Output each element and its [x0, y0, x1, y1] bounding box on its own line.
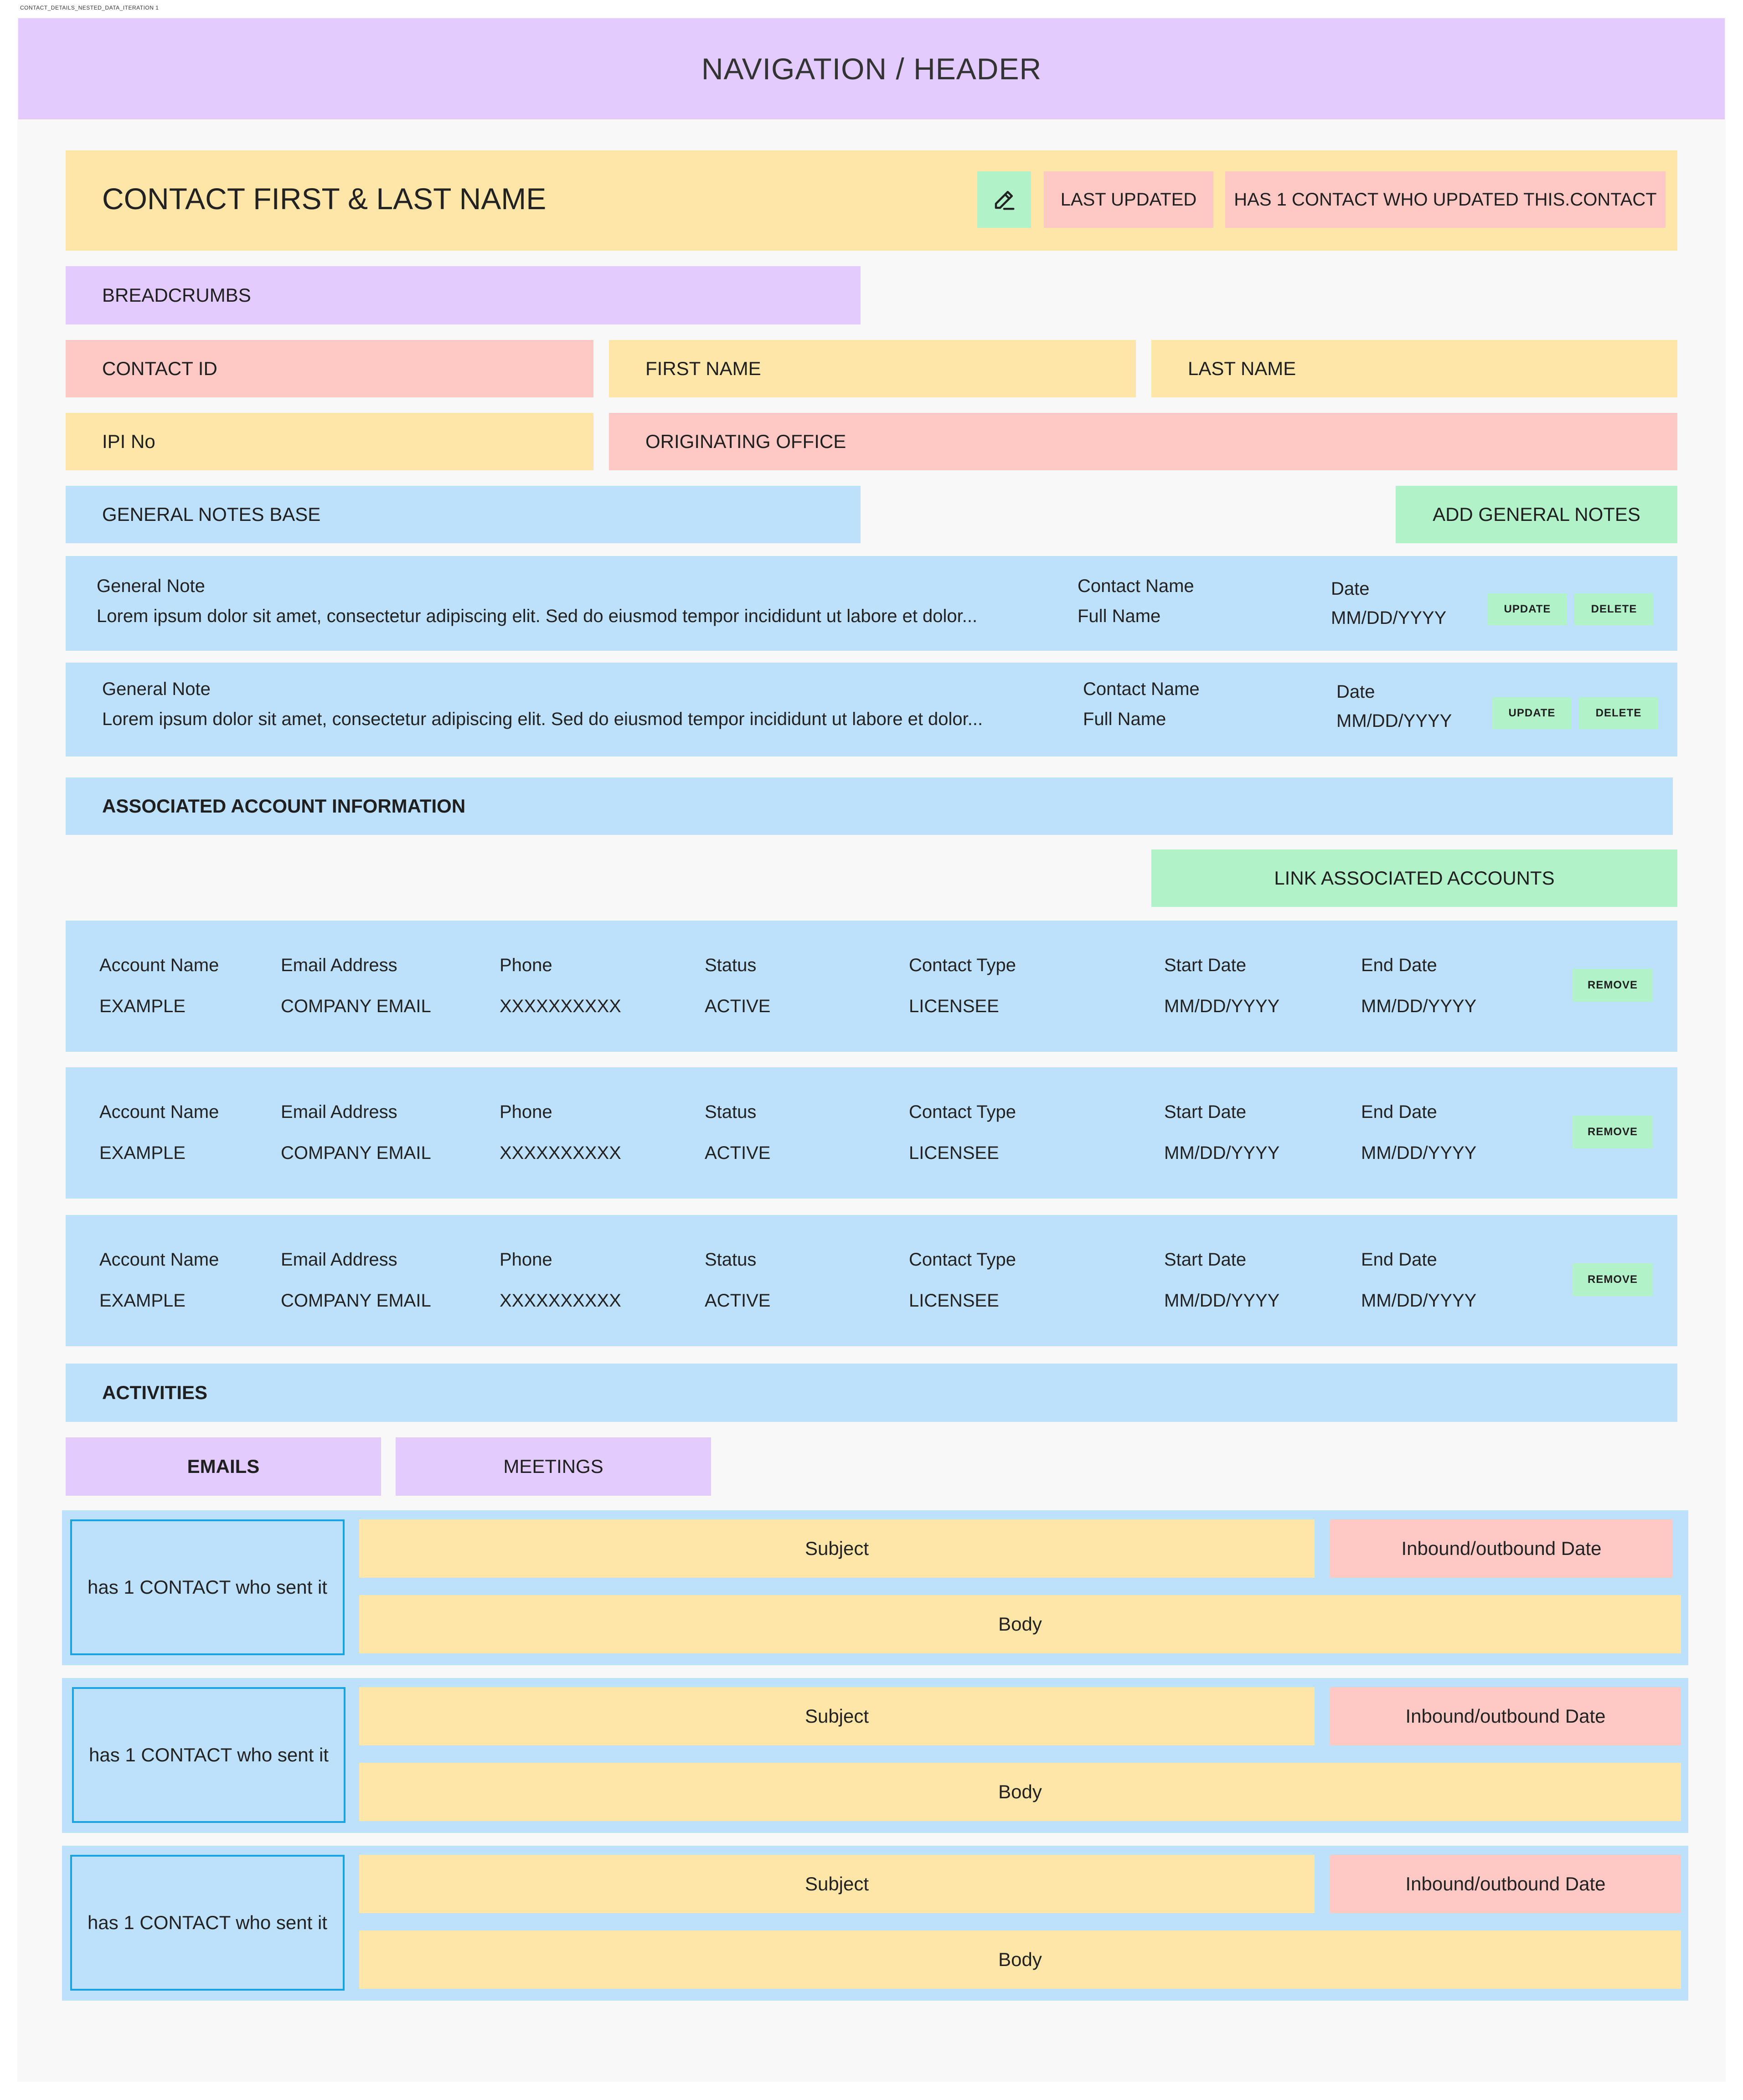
remove-account-label: REMOVE — [1587, 1126, 1638, 1138]
email-item — [62, 1846, 1688, 2001]
col-end-date: End Date — [1361, 1250, 1437, 1270]
general-notes-header — [66, 486, 861, 543]
note-contact-value: Full Name — [1078, 606, 1161, 626]
col-account-name: Account Name — [99, 1102, 219, 1122]
remove-account-button[interactable] — [1573, 1263, 1653, 1296]
email-address-value: COMPANY EMAIL — [281, 996, 431, 1016]
edit-button[interactable] — [977, 171, 1031, 228]
remove-account-label: REMOVE — [1587, 979, 1638, 991]
first-name-label: FIRST NAME — [645, 358, 761, 379]
contact-id-field — [66, 340, 593, 397]
phone-value: XXXXXXXXXX — [500, 1291, 621, 1311]
col-contact-type: Contact Type — [909, 1102, 1016, 1122]
start-date-value: MM/DD/YYYY — [1164, 996, 1280, 1016]
contact-type-value: LICENSEE — [909, 996, 999, 1016]
col-email-address: Email Address — [281, 1250, 397, 1270]
remove-account-label: REMOVE — [1587, 1273, 1638, 1286]
email-date — [1330, 1855, 1681, 1913]
email-body — [359, 1595, 1681, 1653]
col-end-date: End Date — [1361, 1102, 1437, 1122]
delete-note-label: DELETE — [1591, 603, 1637, 615]
delete-note-label: DELETE — [1595, 707, 1642, 719]
updated-by-label: HAS 1 CONTACT WHO UPDATED THIS.CONTACT — [1234, 189, 1657, 210]
note-contact-label: Contact Name — [1083, 679, 1200, 699]
activities-header — [66, 1364, 1677, 1422]
email-sender-label: has 1 CONTACT who sent it — [89, 1744, 329, 1765]
email-subject-label: Subject — [804, 1705, 869, 1727]
email-body — [359, 1763, 1681, 1821]
add-general-notes-label: ADD GENERAL NOTES — [1433, 504, 1640, 525]
update-note-label: UPDATE — [1504, 603, 1551, 615]
phone-value: XXXXXXXXXX — [500, 996, 621, 1016]
col-start-date: Start Date — [1164, 1102, 1247, 1122]
remove-account-button[interactable] — [1573, 1116, 1653, 1148]
email-address-value: COMPANY EMAIL — [281, 1143, 431, 1163]
start-date-value: MM/DD/YYYY — [1164, 1291, 1280, 1311]
link-associated-accounts-button[interactable] — [1151, 849, 1677, 907]
last-name-label: LAST NAME — [1188, 358, 1296, 379]
email-date — [1330, 1519, 1673, 1578]
tab-meetings-label: MEETINGS — [503, 1456, 603, 1477]
delete-note-button[interactable] — [1574, 593, 1654, 625]
tab-emails[interactable] — [66, 1437, 381, 1496]
status-value: ACTIVE — [705, 996, 771, 1016]
link-associated-accounts-label: LINK ASSOCIATED ACCOUNTS — [1274, 867, 1555, 889]
col-phone: Phone — [500, 1102, 552, 1122]
email-sender[interactable] — [70, 1519, 345, 1655]
contact-id-label: CONTACT ID — [102, 358, 217, 379]
breadcrumb[interactable] — [66, 266, 861, 324]
col-phone: Phone — [500, 1250, 552, 1270]
email-subject — [359, 1519, 1315, 1578]
start-date-value: MM/DD/YYYY — [1164, 1143, 1280, 1163]
col-email-address: Email Address — [281, 955, 397, 975]
email-body-label: Body — [998, 1613, 1042, 1635]
remove-account-button[interactable] — [1573, 969, 1653, 1002]
update-note-button[interactable] — [1488, 593, 1567, 625]
first-name-field — [609, 340, 1136, 397]
note-contact-value: Full Name — [1083, 709, 1166, 729]
note-text: Lorem ipsum dolor sit amet, consectetur adipiscing elit. Sed do eiusmod tempor incididunt ut labore et dolor... — [102, 709, 983, 729]
col-status: Status — [705, 1102, 757, 1122]
navigation-title: NAVIGATION / HEADER — [701, 52, 1042, 86]
col-start-date: Start Date — [1164, 1250, 1247, 1270]
updated-by-badge[interactable] — [1225, 171, 1666, 228]
update-note-button[interactable] — [1492, 697, 1572, 729]
add-general-notes-button[interactable] — [1396, 486, 1677, 543]
email-subject-label: Subject — [804, 1873, 869, 1894]
email-sender[interactable] — [70, 1855, 345, 1991]
email-date-label: Inbound/outbound Date — [1401, 1538, 1602, 1559]
last-name-field — [1151, 340, 1677, 397]
ipi-no-field — [66, 413, 593, 470]
contact-name-title: CONTACT FIRST & LAST NAME — [102, 182, 547, 216]
note-date-value: MM/DD/YYYY — [1336, 711, 1452, 731]
email-subject-label: Subject — [804, 1538, 869, 1559]
col-phone: Phone — [500, 955, 552, 975]
col-account-name: Account Name — [99, 955, 219, 975]
contact-header — [66, 150, 1677, 251]
account-row — [66, 921, 1677, 1052]
end-date-value: MM/DD/YYYY — [1361, 1291, 1477, 1311]
originating-office-label: ORIGINATING OFFICE — [645, 431, 846, 452]
end-date-value: MM/DD/YYYY — [1361, 1143, 1477, 1163]
email-address-value: COMPANY EMAIL — [281, 1291, 431, 1311]
col-email-address: Email Address — [281, 1102, 397, 1122]
email-body-label: Body — [998, 1781, 1042, 1802]
general-note-item — [66, 556, 1677, 651]
contact-type-value: LICENSEE — [909, 1291, 999, 1311]
account-name-value: EXAMPLE — [99, 1291, 186, 1311]
account-name-value: EXAMPLE — [99, 1143, 186, 1163]
last-updated-badge — [1044, 171, 1213, 228]
email-subject — [359, 1855, 1315, 1913]
email-sender[interactable] — [72, 1687, 346, 1823]
email-body — [359, 1930, 1681, 1989]
col-contact-type: Contact Type — [909, 1250, 1016, 1270]
update-note-label: UPDATE — [1508, 707, 1556, 719]
email-date-label: Inbound/outbound Date — [1405, 1705, 1606, 1727]
frame-label: CONTACT_DETAILS_NESTED_DATA_ITERATION 1 — [20, 5, 159, 11]
email-date-label: Inbound/outbound Date — [1405, 1873, 1606, 1894]
account-row — [66, 1215, 1677, 1346]
breadcrumb-label: BREADCRUMBS — [102, 284, 251, 306]
general-notes-title: GENERAL NOTES BASE — [102, 504, 321, 525]
originating-office-field — [609, 413, 1677, 470]
col-account-name: Account Name — [99, 1250, 219, 1270]
note-text: Lorem ipsum dolor sit amet, consectetur adipiscing elit. Sed do eiusmod tempor incididunt ut labore et dolor... — [97, 606, 978, 626]
email-sender-label: has 1 CONTACT who sent it — [88, 1912, 327, 1933]
email-sender-label: has 1 CONTACT who sent it — [88, 1576, 327, 1598]
activities-title: ACTIVITIES — [102, 1382, 208, 1403]
navigation-header[interactable] — [18, 18, 1725, 119]
pencil-icon — [992, 187, 1016, 212]
col-end-date: End Date — [1361, 955, 1437, 975]
status-value: ACTIVE — [705, 1143, 771, 1163]
note-title: General Note — [102, 679, 211, 699]
delete-note-button[interactable] — [1579, 697, 1658, 729]
email-item — [62, 1678, 1688, 1833]
email-body-label: Body — [998, 1949, 1042, 1970]
col-status: Status — [705, 1250, 757, 1270]
note-date-label: Date — [1336, 682, 1375, 702]
general-note-item — [66, 663, 1677, 757]
associated-accounts-title: ASSOCIATED ACCOUNT INFORMATION — [102, 795, 466, 817]
account-row — [66, 1067, 1677, 1199]
note-title: General Note — [97, 576, 205, 596]
contact-type-value: LICENSEE — [909, 1143, 999, 1163]
ipi-no-label: IPI No — [102, 431, 155, 452]
note-date-label: Date — [1331, 579, 1370, 599]
col-contact-type: Contact Type — [909, 955, 1016, 975]
col-status: Status — [705, 955, 757, 975]
note-contact-label: Contact Name — [1078, 576, 1194, 596]
associated-accounts-header — [66, 777, 1673, 835]
account-name-value: EXAMPLE — [99, 996, 186, 1016]
tab-emails-label: EMAILS — [187, 1456, 260, 1477]
col-start-date: Start Date — [1164, 955, 1247, 975]
last-updated-label: LAST UPDATED — [1060, 189, 1197, 210]
email-item — [62, 1510, 1688, 1665]
status-value: ACTIVE — [705, 1291, 771, 1311]
end-date-value: MM/DD/YYYY — [1361, 996, 1477, 1016]
note-date-value: MM/DD/YYYY — [1331, 608, 1447, 628]
phone-value: XXXXXXXXXX — [500, 1143, 621, 1163]
email-subject — [359, 1687, 1315, 1745]
tab-meetings[interactable] — [396, 1437, 711, 1496]
email-date — [1330, 1687, 1681, 1745]
